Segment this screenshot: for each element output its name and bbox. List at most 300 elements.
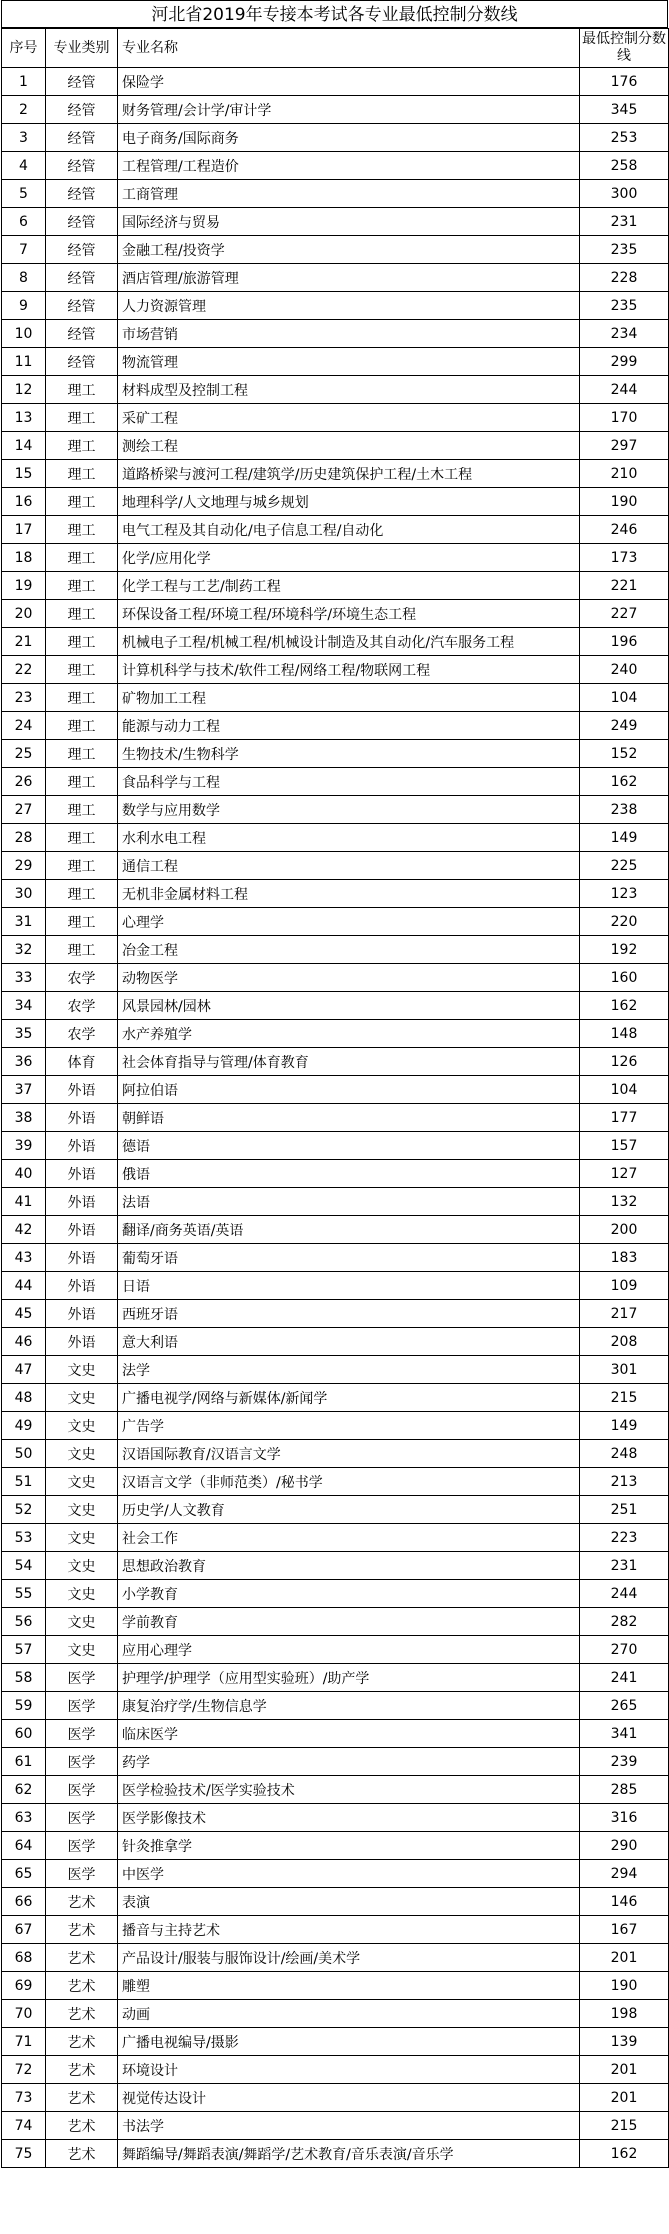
cell-seq: 44 [2,1272,46,1300]
cell-seq: 10 [2,320,46,348]
table-row [2,1160,669,1188]
cell-name: 医学检验技术/医学实验技术 [118,1776,580,1804]
cell-score: 148 [580,1020,669,1048]
table-row [2,824,669,852]
cell-seq: 52 [2,1496,46,1524]
table-row [2,208,669,236]
cell-seq: 43 [2,1244,46,1272]
cell-category: 医学 [46,1860,118,1888]
cell-name: 康复治疗学/生物信息学 [118,1692,580,1720]
cell-score: 152 [580,740,669,768]
cell-seq: 53 [2,1524,46,1552]
table-row [2,1860,669,1888]
cell-category: 理工 [46,544,118,572]
cell-score: 190 [580,488,669,516]
cell-seq: 8 [2,264,46,292]
cell-seq: 42 [2,1216,46,1244]
cell-score: 345 [580,96,669,124]
table-row [2,1804,669,1832]
cell-name: 材料成型及控制工程 [118,376,580,404]
cell-seq: 27 [2,796,46,824]
cell-name: 物流管理 [118,348,580,376]
cell-seq: 28 [2,824,46,852]
cell-name: 道路桥梁与渡河工程/建筑学/历史建筑保护工程/土木工程 [118,460,580,488]
cell-category: 理工 [46,796,118,824]
cell-seq: 11 [2,348,46,376]
cell-score: 225 [580,852,669,880]
table-row [2,1104,669,1132]
cell-category: 艺术 [46,1916,118,1944]
cell-name: 中医学 [118,1860,580,1888]
table-row [2,1468,669,1496]
cell-score: 294 [580,1860,669,1888]
cell-category: 理工 [46,516,118,544]
cell-name: 数学与应用数学 [118,796,580,824]
table-row [2,544,669,572]
cell-category: 艺术 [46,1888,118,1916]
cell-seq: 51 [2,1468,46,1496]
cell-name: 工商管理 [118,180,580,208]
cell-name: 应用心理学 [118,1636,580,1664]
cell-category: 理工 [46,908,118,936]
cell-name: 计算机科学与技术/软件工程/网络工程/物联网工程 [118,656,580,684]
cell-score: 162 [580,2140,669,2168]
table-row [2,68,669,96]
cell-name: 环境设计 [118,2056,580,2084]
cell-seq: 68 [2,1944,46,1972]
cell-name: 环保设备工程/环境工程/环境科学/环境生态工程 [118,600,580,628]
cell-name: 雕塑 [118,1972,580,2000]
cell-seq: 15 [2,460,46,488]
table-row [2,432,669,460]
table-row [2,236,669,264]
cell-category: 理工 [46,768,118,796]
table-row [2,1776,669,1804]
cell-name: 广播电视学/网络与新媒体/新闻学 [118,1384,580,1412]
cell-seq: 64 [2,1832,46,1860]
cell-category: 外语 [46,1160,118,1188]
header-row [2,29,669,68]
cell-name: 地理科学/人文地理与城乡规划 [118,488,580,516]
cell-seq: 58 [2,1664,46,1692]
cell-category: 理工 [46,404,118,432]
cell-category: 艺术 [46,2056,118,2084]
cell-category: 理工 [46,572,118,600]
cell-score: 231 [580,208,669,236]
table-row [2,740,669,768]
cell-name: 视觉传达设计 [118,2084,580,2112]
table-row [2,96,669,124]
table-row [2,1272,669,1300]
cell-score: 139 [580,2028,669,2056]
cell-name: 西班牙语 [118,1300,580,1328]
table-row [2,1552,669,1580]
cell-score: 241 [580,1664,669,1692]
cell-category: 文史 [46,1608,118,1636]
cell-score: 201 [580,1944,669,1972]
cell-name: 葡萄牙语 [118,1244,580,1272]
cell-name: 朝鲜语 [118,1104,580,1132]
cell-category: 外语 [46,1244,118,1272]
cell-score: 227 [580,600,669,628]
cell-name: 法学 [118,1356,580,1384]
cell-seq: 59 [2,1692,46,1720]
cell-category: 经管 [46,292,118,320]
cell-seq: 60 [2,1720,46,1748]
cell-seq: 4 [2,152,46,180]
table-row [2,1132,669,1160]
cell-score: 244 [580,376,669,404]
cell-score: 285 [580,1776,669,1804]
cell-name: 表演 [118,1888,580,1916]
cell-seq: 23 [2,684,46,712]
table-title: 河北省2019年专接本考试各专业最低控制分数线 [1,0,668,28]
cell-category: 医学 [46,1664,118,1692]
cell-seq: 29 [2,852,46,880]
cell-category: 农学 [46,1020,118,1048]
cell-category: 理工 [46,628,118,656]
header-name: 专业名称 [118,29,580,68]
table-row [2,1300,669,1328]
cell-name: 针灸推拿学 [118,1832,580,1860]
table-row [2,1440,669,1468]
cell-name: 学前教育 [118,1608,580,1636]
cell-category: 经管 [46,208,118,236]
cell-seq: 26 [2,768,46,796]
cell-category: 医学 [46,1804,118,1832]
header-score: 最低控制分数线 [580,29,669,68]
table-row [2,1916,669,1944]
cell-category: 医学 [46,1776,118,1804]
cell-name: 药学 [118,1748,580,1776]
header-category: 专业类别 [46,29,118,68]
cell-score: 244 [580,1580,669,1608]
table-row [2,1496,669,1524]
table-row [2,1608,669,1636]
cell-category: 文史 [46,1468,118,1496]
cell-score: 248 [580,1440,669,1468]
cell-category: 文史 [46,1384,118,1412]
cell-category: 艺术 [46,1972,118,2000]
cell-seq: 46 [2,1328,46,1356]
cell-category: 文史 [46,1552,118,1580]
cell-seq: 30 [2,880,46,908]
cell-seq: 36 [2,1048,46,1076]
cell-seq: 35 [2,1020,46,1048]
table-row [2,768,669,796]
cell-category: 文史 [46,1496,118,1524]
cell-name: 无机非金属材料工程 [118,880,580,908]
score-table [1,28,669,2168]
cell-seq: 14 [2,432,46,460]
cell-seq: 65 [2,1860,46,1888]
cell-category: 医学 [46,1720,118,1748]
cell-score: 297 [580,432,669,460]
table-row [2,2112,669,2140]
table-row [2,2000,669,2028]
table-row [2,1832,669,1860]
cell-seq: 7 [2,236,46,264]
cell-category: 外语 [46,1104,118,1132]
cell-name: 酒店管理/旅游管理 [118,264,580,292]
cell-category: 艺术 [46,2000,118,2028]
cell-seq: 21 [2,628,46,656]
cell-category: 理工 [46,824,118,852]
cell-seq: 55 [2,1580,46,1608]
table-body [2,68,669,2168]
table-row [2,908,669,936]
table-row [2,1888,669,1916]
table-row [2,656,669,684]
table-row [2,1412,669,1440]
cell-seq: 34 [2,992,46,1020]
table-row [2,1692,669,1720]
table-row [2,1048,669,1076]
cell-category: 理工 [46,712,118,740]
cell-seq: 25 [2,740,46,768]
cell-score: 123 [580,880,669,908]
cell-category: 艺术 [46,2112,118,2140]
cell-category: 理工 [46,740,118,768]
cell-score: 132 [580,1188,669,1216]
table-row [2,488,669,516]
table-row [2,712,669,740]
table-row [2,852,669,880]
table-row [2,964,669,992]
cell-category: 经管 [46,180,118,208]
table-row [2,796,669,824]
cell-seq: 17 [2,516,46,544]
cell-seq: 66 [2,1888,46,1916]
cell-name: 俄语 [118,1160,580,1188]
cell-seq: 39 [2,1132,46,1160]
table-row [2,2140,669,2168]
cell-name: 产品设计/服装与服饰设计/绘画/美术学 [118,1944,580,1972]
cell-name: 水利水电工程 [118,824,580,852]
cell-score: 301 [580,1356,669,1384]
cell-name: 小学教育 [118,1580,580,1608]
table-row [2,1384,669,1412]
cell-seq: 54 [2,1552,46,1580]
cell-category: 理工 [46,656,118,684]
cell-name: 国际经济与贸易 [118,208,580,236]
cell-seq: 74 [2,2112,46,2140]
cell-category: 理工 [46,880,118,908]
cell-category: 理工 [46,432,118,460]
cell-score: 300 [580,180,669,208]
cell-score: 170 [580,404,669,432]
cell-name: 电子商务/国际商务 [118,124,580,152]
cell-category: 艺术 [46,1944,118,1972]
cell-name: 采矿工程 [118,404,580,432]
cell-name: 金融工程/投资学 [118,236,580,264]
cell-name: 动物医学 [118,964,580,992]
cell-score: 167 [580,1916,669,1944]
cell-name: 阿拉伯语 [118,1076,580,1104]
cell-category: 经管 [46,152,118,180]
cell-score: 160 [580,964,669,992]
cell-category: 外语 [46,1272,118,1300]
cell-seq: 5 [2,180,46,208]
cell-seq: 24 [2,712,46,740]
cell-category: 医学 [46,1832,118,1860]
cell-category: 外语 [46,1328,118,1356]
cell-seq: 61 [2,1748,46,1776]
cell-seq: 40 [2,1160,46,1188]
cell-name: 化学工程与工艺/制药工程 [118,572,580,600]
table-row [2,1972,669,2000]
table-row [2,460,669,488]
cell-category: 理工 [46,936,118,964]
cell-name: 播音与主持艺术 [118,1916,580,1944]
cell-seq: 73 [2,2084,46,2112]
cell-score: 213 [580,1468,669,1496]
cell-name: 汉语言文学（非师范类）/秘书学 [118,1468,580,1496]
table-row [2,1328,669,1356]
table-row [2,1076,669,1104]
table-row [2,600,669,628]
cell-score: 215 [580,1384,669,1412]
cell-name: 人力资源管理 [118,292,580,320]
table-row [2,124,669,152]
cell-name: 水产养殖学 [118,1020,580,1048]
table-row [2,292,669,320]
cell-seq: 56 [2,1608,46,1636]
table-row [2,152,669,180]
cell-seq: 75 [2,2140,46,2168]
cell-score: 157 [580,1132,669,1160]
cell-score: 270 [580,1636,669,1664]
cell-seq: 41 [2,1188,46,1216]
cell-score: 210 [580,460,669,488]
cell-seq: 49 [2,1412,46,1440]
cell-score: 200 [580,1216,669,1244]
cell-score: 299 [580,348,669,376]
cell-name: 翻译/商务英语/英语 [118,1216,580,1244]
cell-score: 183 [580,1244,669,1272]
table-row [2,1664,669,1692]
cell-name: 测绘工程 [118,432,580,460]
cell-seq: 57 [2,1636,46,1664]
cell-category: 经管 [46,236,118,264]
cell-category: 文史 [46,1636,118,1664]
cell-name: 食品科学与工程 [118,768,580,796]
cell-name: 法语 [118,1188,580,1216]
cell-score: 109 [580,1272,669,1300]
cell-name: 临床医学 [118,1720,580,1748]
cell-name: 社会体育指导与管理/体育教育 [118,1048,580,1076]
cell-category: 外语 [46,1300,118,1328]
cell-seq: 9 [2,292,46,320]
cell-name: 化学/应用化学 [118,544,580,572]
table-row [2,992,669,1020]
cell-seq: 31 [2,908,46,936]
cell-category: 农学 [46,992,118,1020]
cell-seq: 50 [2,1440,46,1468]
cell-category: 经管 [46,348,118,376]
table-row [2,180,669,208]
cell-category: 文史 [46,1440,118,1468]
cell-seq: 62 [2,1776,46,1804]
cell-category: 经管 [46,96,118,124]
cell-seq: 70 [2,2000,46,2028]
cell-category: 艺术 [46,2028,118,2056]
cell-category: 经管 [46,68,118,96]
cell-score: 235 [580,236,669,264]
cell-category: 外语 [46,1188,118,1216]
cell-category: 经管 [46,320,118,348]
cell-name: 书法学 [118,2112,580,2140]
cell-seq: 38 [2,1104,46,1132]
table-row [2,1356,669,1384]
table-row [2,1524,669,1552]
cell-name: 广播电视编导/摄影 [118,2028,580,2056]
table-row [2,936,669,964]
table-row [2,404,669,432]
table-row [2,1020,669,1048]
cell-score: 146 [580,1888,669,1916]
cell-score: 162 [580,992,669,1020]
cell-score: 126 [580,1048,669,1076]
cell-category: 艺术 [46,2084,118,2112]
cell-score: 149 [580,1412,669,1440]
cell-seq: 47 [2,1356,46,1384]
cell-score: 201 [580,2084,669,2112]
cell-score: 198 [580,2000,669,2028]
cell-name: 护理学/护理学（应用型实验班）/助产学 [118,1664,580,1692]
table-row [2,1580,669,1608]
cell-name: 市场营销 [118,320,580,348]
table-row [2,2056,669,2084]
table-row [2,264,669,292]
cell-score: 177 [580,1104,669,1132]
cell-category: 文史 [46,1412,118,1440]
cell-category: 医学 [46,1748,118,1776]
cell-score: 234 [580,320,669,348]
table-row [2,516,669,544]
cell-name: 日语 [118,1272,580,1300]
cell-category: 理工 [46,852,118,880]
cell-name: 电气工程及其自动化/电子信息工程/自动化 [118,516,580,544]
cell-category: 外语 [46,1216,118,1244]
cell-seq: 63 [2,1804,46,1832]
cell-seq: 6 [2,208,46,236]
table-row [2,1188,669,1216]
cell-score: 258 [580,152,669,180]
cell-score: 238 [580,796,669,824]
cell-score: 228 [580,264,669,292]
cell-seq: 69 [2,1972,46,2000]
cell-seq: 20 [2,600,46,628]
cell-score: 201 [580,2056,669,2084]
cell-seq: 32 [2,936,46,964]
cell-name: 生物技术/生物科学 [118,740,580,768]
table-row [2,1216,669,1244]
cell-score: 316 [580,1804,669,1832]
cell-score: 190 [580,1972,669,2000]
cell-score: 149 [580,824,669,852]
table-row [2,1720,669,1748]
cell-score: 223 [580,1524,669,1552]
cell-seq: 72 [2,2056,46,2084]
table-row [2,376,669,404]
cell-category: 医学 [46,1692,118,1720]
cell-name: 保险学 [118,68,580,96]
table-row [2,2084,669,2112]
cell-seq: 48 [2,1384,46,1412]
table-row [2,1636,669,1664]
cell-score: 215 [580,2112,669,2140]
